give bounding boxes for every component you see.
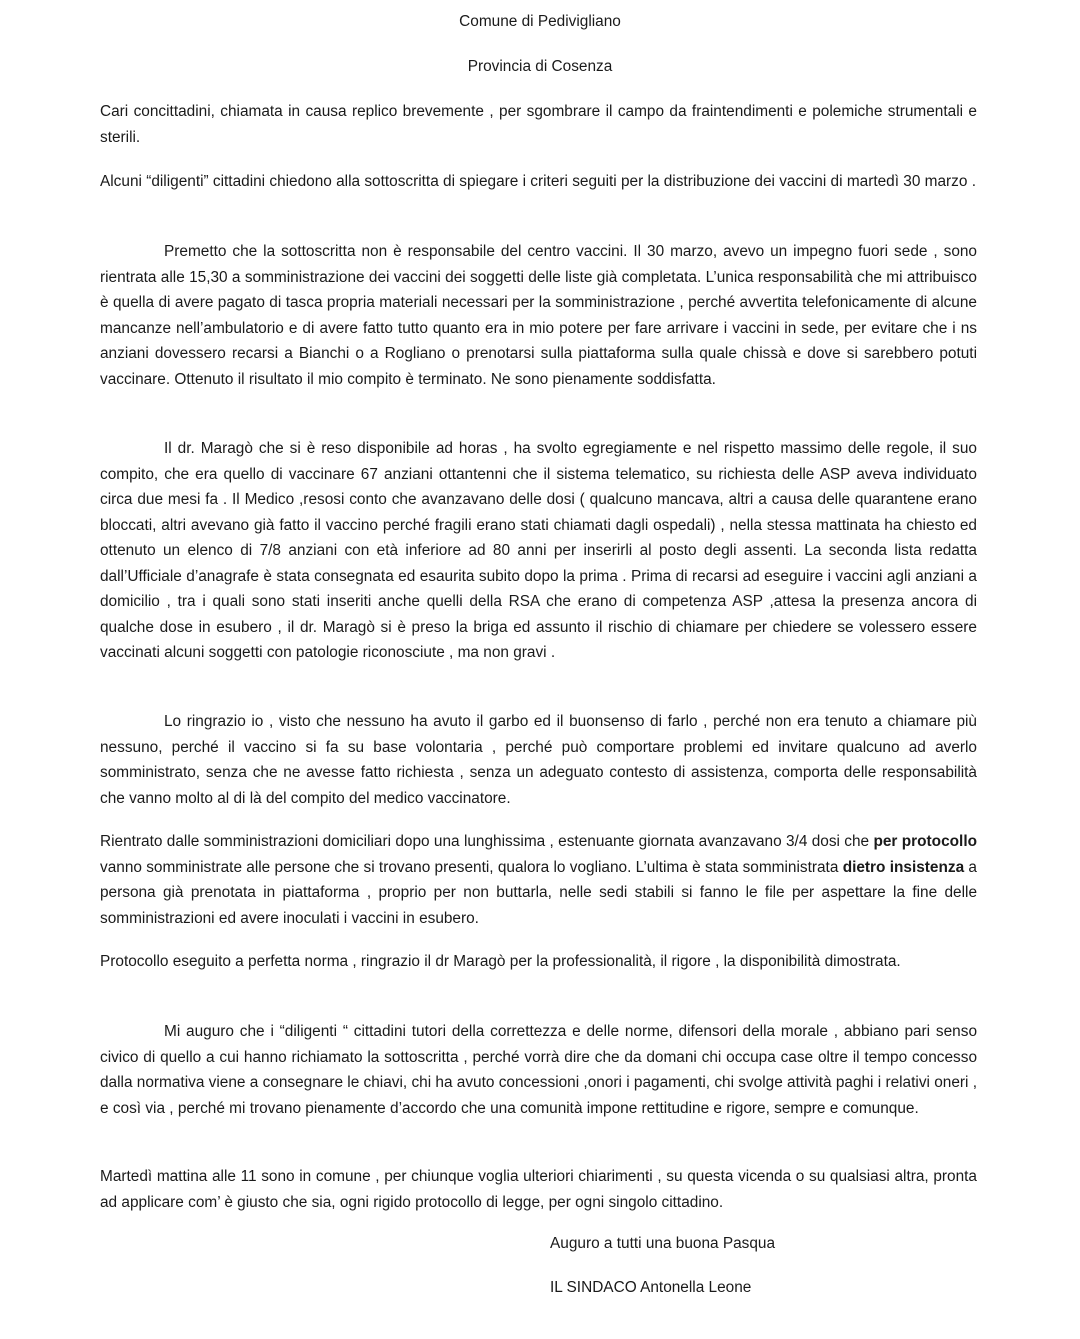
paragraph-question: Alcuni “diligenti” cittadini chiedono alla sottoscritta di spiegare i criteri seguiti per la distribuzione dei vaccini di martedì 30 marzo . (100, 173, 976, 190)
paragraph-doctor: Il dr. Maragò che si è reso disponibile ad horas , ha svolto egregiamente e nel rispetto massimo delle regole, il suo compito, che era quello di vaccinare 67 anziani ottantenni che il sistema telematico, su richiesta delle ASP aveva individuato circa due mesi fa . Il Medico ,resosi conto che avanzavano delle dosi ( qualcuno mancava, altri a causa delle quarantene erano bloccati, altri avevano già fatto il vaccino perché fragili erano stati chiamati dagli ospedali) , nella stessa mattinata ha chiesto ed ottenuto un elenco di 7/8 anziani con età inferiore ad 80 anni per inserirli al posto degli assenti. La seconda lista redatta dall’Ufficiale d’anagrafe è stata consegnata ed esaurita subito dopo la prima . Prima di recarsi ad eseguire i vaccini agli anziani a domicilio , tra i quali sono stati inseriti anche quelli della RSA che erano di competenza ASP ,attesa la presenza ancora di qualche dose in esubero , il dr. Maragò si è preso la briga ed assunto il rischio di chiamare per chiedere se volessero essere vaccinati alcuni soggetti con patologie riconosciute , ma non gravi . (100, 440, 977, 661)
paragraph-norm: Protocollo eseguito a perfetta norma , ringrazio il dr Maragò per la professionalità, il rigore , la disponibilità dimostrata. (100, 953, 901, 970)
paragraph-meeting: Martedì mattina alle 11 sono in comune , per chiunque voglia ulteriori chiarimenti , su questa vicenda o su qualsiasi altra, pronta ad applicare com’ è giusto che sia, ogni rigido protocollo di legge, per ogni singolo cittadino. (100, 1168, 977, 1211)
protocol-bold-1: per protocollo (873, 833, 977, 850)
protocol-text-1: Rientrato dalle somministrazioni domiciliari dopo una lunghissima , estenuante giornata avanzavano 3/4 dosi che (100, 833, 874, 850)
protocol-text-2: vanno somministrate alle persone che si trovano presenti, qualora lo vogliano. L’ultima è stata somministrata (100, 858, 843, 876)
closing-greeting: Auguro a tutti una buona Pasqua (550, 1235, 776, 1252)
paragraph-intro: Cari concittadini, chiamata in causa replico brevemente , per sgombrare il campo da fraintendimenti e polemiche strumentali e sterili. (100, 103, 977, 146)
header-comune: Comune di Pedivigliano (459, 13, 621, 30)
protocol-bold-2: dietro insistenza (842, 858, 965, 876)
header-provincia: Provincia di Cosenza (467, 58, 613, 75)
paragraph-premise: Premetto che la sottoscritta non è responsabile del centro vaccini. Il 30 marzo, avevo un impegno fuori sede , sono rientrata alle 15,30 a somministrazione dei vaccini dei soggetti delle liste già completata. L’unica responsabilità che mi attribuisco è quella di avere pagato di tasca propria materiali necessari per la somministrazione , perché avvertita telefonicamente di alcune mancanze nell’ambulatorio e di avere fatto tutto quanto era in mio potere per fare arrivare i vaccini in sede, per evitare che i ns anziani dovessero recarsi a Bianchi o a Rogliano o prenotarsi sulla piattaforma sulla quale chissà e dove si sarebbero potuti vaccinare. Ottenuto il risultato il mio compito è terminato. Ne sono pienamente soddisfatta. (100, 243, 977, 388)
closing-signature: IL SINDACO Antonella Leone (550, 1279, 752, 1296)
paragraph-wish: Mi auguro che i “diligenti “ cittadini tutori della correttezza e delle norme, difensori della morale , abbiano pari senso civico di quello a cui hanno richiamato la sottoscritta , perché vorrà dire che da domani chi occupa case oltre il tempo concesso dalla normativa viene a consegnare le chiavi, chi ha avuto concessioni ,onori i pagamenti, chi svolge attività paghi i relativi oneri , e così via , perché mi trovano pienamente d’accordo che una comunità impone rettitudine e rigore, sempre e comunque. (100, 1023, 977, 1117)
protocol-text-3: a persona già prenotata in piattaforma , proprio per non buttarla, nelle sedi stabili si fanno le file per aspettare la fine delle somministrazioni ed avere inoculati i vaccini in esubero. (100, 858, 977, 927)
paragraph-thanks: Lo ringrazio io , visto che nessuno ha avuto il garbo ed il buonsenso di farlo , perché non era tenuto a chiamare più nessuno, perché il vaccino si fa su base volontaria , perché può comportare problemi ed invitare qualcuno ad averlo somministrato, senza che ne avesse fatto richiesta , senza un adeguato contesto di assistenza, comporta delle responsabilità che vanno molto al di là del compito del medico vaccinatore. (100, 713, 977, 807)
paragraph-protocol (100, 829, 977, 931)
